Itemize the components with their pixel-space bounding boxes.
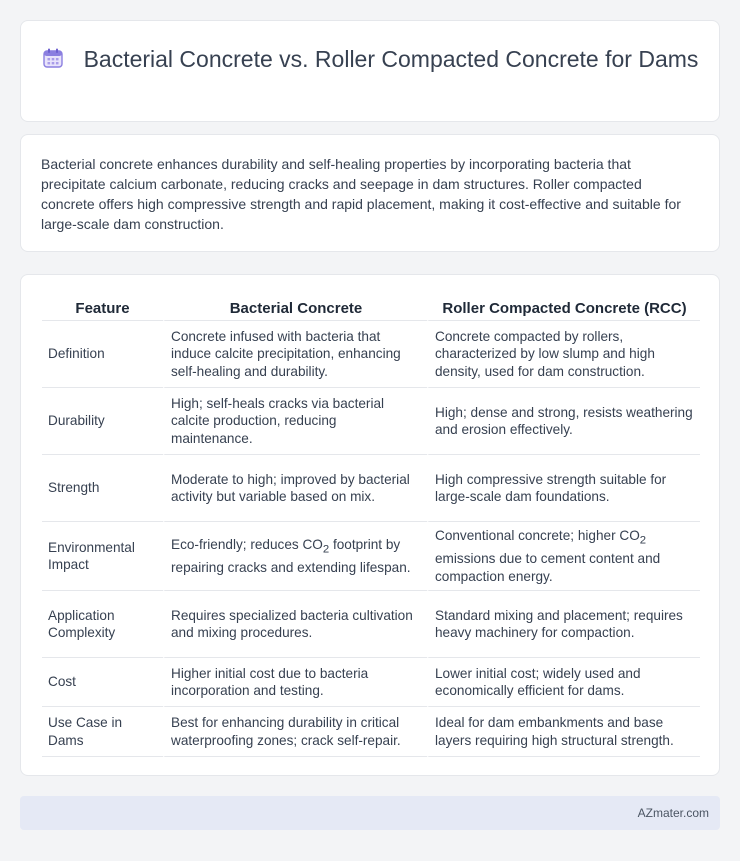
table-row (42, 591, 700, 658)
bacterial-env-text-post: footprint by repairing cracks and extending lifespan. (171, 536, 411, 575)
table-header-row (42, 295, 700, 321)
row-bacterial: Concrete infused with bacteria that induce calcite precipitation, enhancing self-healing and durability. (163, 321, 427, 388)
comparison-card (20, 274, 720, 776)
intro-paragraph: Bacterial concrete enhances durability and self-healing properties by incorporating bacteria that precipitate calcium carbonate, reducing cracks and seepage in dam structures. Roller compacted concrete offers high compressive strength and rapid placement, making it cost-effective and suitable for large-scale dam construction. (41, 156, 681, 232)
page-title-wrap (21, 45, 719, 74)
calendar-icon (42, 47, 64, 69)
row-feature: Use Case in Dams (42, 707, 163, 757)
co2-subscript: 2 (639, 534, 647, 547)
row-feature: Strength (42, 455, 163, 522)
row-bacterial: Requires specialized bacteria cultivation and mixing procedures. (163, 591, 427, 658)
header-feature: Feature (42, 295, 163, 321)
header-bacterial: Bacterial Concrete (163, 295, 427, 321)
footer-brand: AZmater.com (637, 806, 709, 820)
row-feature: Definition (42, 321, 163, 388)
table-row (42, 388, 700, 455)
table-row (42, 707, 700, 757)
table-row (42, 658, 700, 707)
row-bacterial: Moderate to high; improved by bacterial activity but variable based on mix. (163, 455, 427, 522)
rcc-env-text-post: emissions due to cement content and compaction energy. (435, 551, 661, 584)
comparison-table (42, 295, 700, 757)
header-rcc: Roller Compacted Concrete (RCC) (427, 295, 700, 321)
co2-subscript: 2 (322, 543, 330, 556)
row-rcc: Lower initial cost; widely used and economically efficient for dams. (427, 658, 700, 707)
row-feature: Environmental Impact (42, 522, 163, 591)
row-rcc: Standard mixing and placement; requires heavy machinery for compaction. (427, 591, 700, 658)
row-bacterial: Higher initial cost due to bacteria incorporation and testing. (163, 658, 427, 707)
row-bacterial (163, 522, 427, 591)
row-feature: Durability (42, 388, 163, 455)
row-bacterial: High; self-heals cracks via bacterial calcite production, reducing maintenance. (163, 388, 427, 455)
row-rcc: Concrete compacted by rollers, characterized by low slump and high density, used for dam construction. (427, 321, 700, 388)
rcc-env-text-pre: Conventional concrete; higher CO (435, 527, 640, 543)
row-rcc: High; dense and strong, resists weathering and erosion effectively. (427, 388, 700, 455)
page-title: Bacterial Concrete vs. Roller Compacted Concrete for Dams (83, 46, 699, 72)
footer-bar (20, 796, 720, 830)
table-row (42, 321, 700, 388)
table-row (42, 455, 700, 522)
row-rcc: Ideal for dam embankments and base layers requiring high structural strength. (427, 707, 700, 757)
row-feature: Application Complexity (42, 591, 163, 658)
row-bacterial: Best for enhancing durability in critical waterproofing zones; crack self-repair. (163, 707, 427, 757)
title-card (20, 20, 720, 122)
bacterial-env-text-pre: Eco-friendly; reduces CO (171, 536, 323, 552)
intro-card (20, 134, 720, 252)
row-rcc: High compressive strength suitable for large-scale dam foundations. (427, 455, 700, 522)
row-feature: Cost (42, 658, 163, 707)
row-rcc (427, 522, 700, 591)
table-row (42, 522, 700, 591)
